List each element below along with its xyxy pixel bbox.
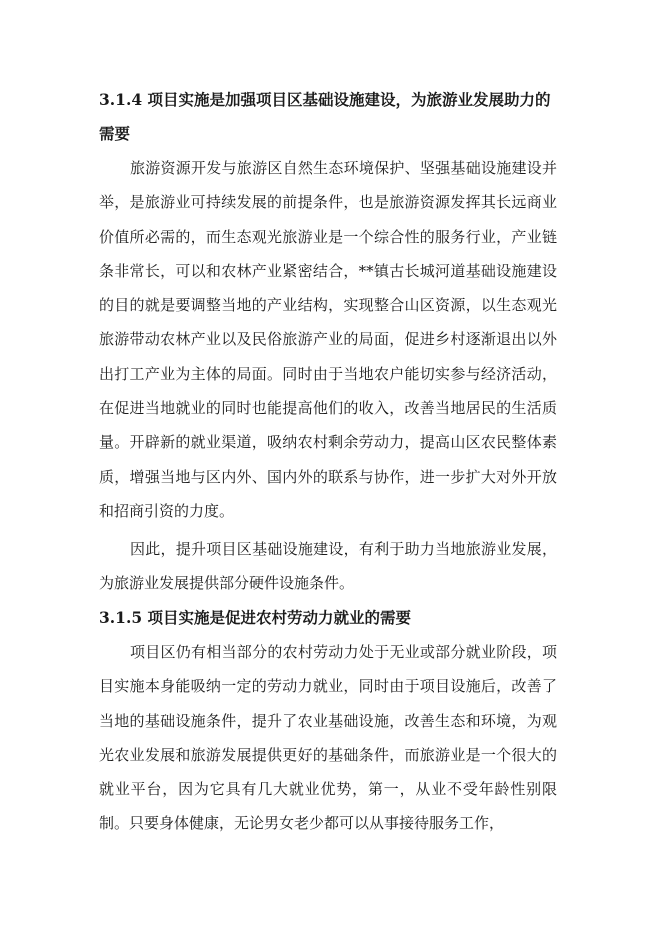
section-heading-3-1-5: 3.1.5 项目实施是促进农村劳动力就业的需要	[99, 608, 412, 627]
body-paragraph: 项目区仍有相当部分的农村劳动力处于无业或部分就业阶段，项目实施本身能吸纳一定的劳动力就业，同时由于项目设施后，改善了当地的基础设施条件，提升了农业基础设施，改善生态和环境，为观光农业发展和旅游发展提供更好的基础条件，而旅游业是一个很大的就业平台，因为它具有几大就业优势，第一，从业不受年龄性别限制。只要身体健康，无论男女老少都可以从事接待服务工作，	[99, 643, 557, 833]
body-paragraph: 因此，提升项目区基础设施建设，有利于助力当地旅游业发展，为旅游业发展提供部分硬件设施条件。	[99, 540, 557, 593]
body-paragraph: 旅游资源开发与旅游区自然生态环境保护、坚强基础设施建设并举，是旅游业可持续发展的前提条件，也是旅游资源发挥其长远商业价值所必需的，而生态观光旅游业是一个综合性的服务行业，产业链条非常长，可以和农林产业紧密结合，**镇古长城河道基础设施建设的目的就是要调整当地的产业结构，实现整合山区资源，以生态观光旅游带动农林产业以及民俗旅游产业的局面，促进乡村逐渐退出以外出打工产业为主体的局面。同时由于当地农户能切实参与经济活动，在促进当地就业的同时也能提高他们的收入，改善当地居民的生活质量。开辟新的就业渠道，吸纳农村剩余劳动力，提高山区农民整体素质，增强当地与区内外、国内外的联系与协作，进一步扩大对外开放和招商引资的力度。	[99, 159, 557, 520]
section-heading-3-1-4: 3.1.4 项目实施是加强项目区基础设施建设，为旅游业发展助力的需要	[99, 90, 551, 143]
